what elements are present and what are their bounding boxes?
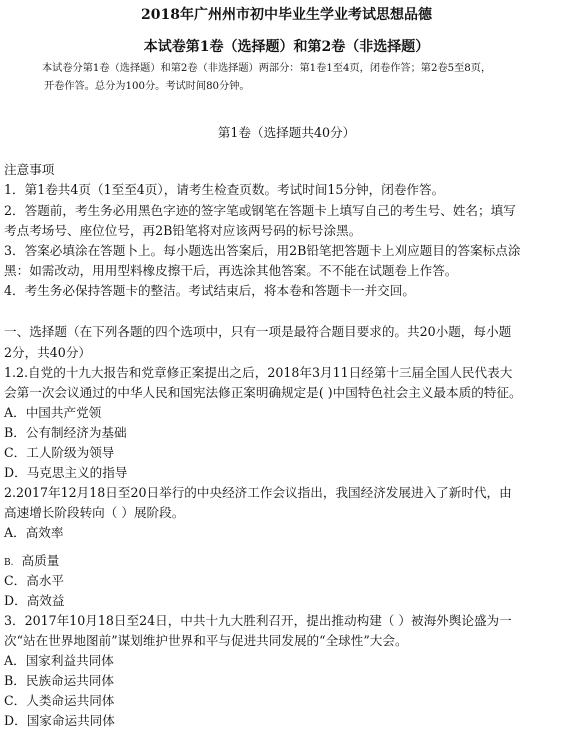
- document-subtitle: 本试卷第1卷（选择题）和第2卷（非选择题）: [143, 39, 430, 55]
- question-2-option-a: A．高效率: [4, 525, 64, 540]
- question-3-line-1: 3．2017年10月18日至24日，中共十九大胜利召开，提出推动构建（ ）被海外舆论盛为一: [4, 613, 512, 628]
- question-1-option-c: C．工人阶级为领导: [4, 445, 115, 460]
- part-heading-line-2: 2分，共40分）: [4, 345, 92, 360]
- question-1-option-d: D．马克思主义的指导: [4, 465, 128, 480]
- part-heading-line-1: 一、选择题（在下列各题的四个选项中，只有一项是最符合题目要求的。共20小题，每小题: [4, 324, 512, 339]
- question-2-option-d: D．高效益: [4, 593, 65, 608]
- section-heading: 第1卷（选择题共40分）: [217, 125, 356, 140]
- question-3-line-2: 次“站在世界地图前”谋划维护世界和平与促进共同发展的“全球性”大会。: [4, 633, 408, 648]
- option-b-text: 高质量: [21, 553, 60, 568]
- note-line: 3．答案必填涂在答题卜上。每小题选出答案后，用2B铅笔把答题卡上刈应题目的答案标点涂: [4, 243, 521, 258]
- question-3-option-d: D．国家命运共同体: [4, 713, 115, 728]
- notes-title: 注意事项: [4, 162, 55, 177]
- note-line: 考点考场号、座位位号，再2B铅笔将对应该两号码的标号涂黑。: [4, 223, 362, 238]
- question-1-line-1: 1.2.自党的十九大报告和党章修正案提出之后，2018年3月11日经第十三届全国人民代表大: [4, 365, 513, 380]
- question-1-option-b: B．公有制经济为基础: [4, 425, 127, 440]
- note-line: 2．答题前，考生务必用黑色字迹的签字笔或钢笔在答题卡上填写自己的考生号、姓名；填写: [4, 203, 516, 218]
- intro-line-2: 开卷作答。总分为100分。考试时间80分钟。: [44, 81, 250, 92]
- question-2-line-1: 2.2017年12月18日至20日举行的中央经济工作会议指出，我国经济发展进入了新时代，由: [4, 485, 512, 500]
- question-1-line-2: 会第一次会议通过的中华人民和国宪法修正案明确规定是( )中国特色社会主义最本质的特征。: [4, 385, 522, 400]
- question-1-option-a: A．中国共产党领: [4, 405, 102, 420]
- note-line: 1．第1卷共4页（1至至4页），请考生检查页数。考试时间15分钟，闭卷作答。: [4, 182, 445, 197]
- note-line: 黑：如需改动，用用型料橡皮擦干后，再选涂其他答案。不不能在试题卷上作答。: [4, 263, 458, 278]
- note-line: 4．考生务必保持答题卡的整洁。考试结束后，将本卷和答题卡一并交回。: [4, 283, 416, 298]
- question-3-option-c: C．人类命运共同体: [4, 693, 115, 708]
- document-title: 2018年广州州市初中毕业生学业考试思想品德: [141, 7, 432, 23]
- question-3-option-a: A．国家利益共同体: [4, 653, 114, 668]
- question-2-line-2: 高速增长阶段转向（ ）展阶段。: [4, 505, 185, 520]
- option-b-letter: B.: [4, 558, 14, 568]
- question-3-option-b: B．民族命运共同体: [4, 673, 115, 688]
- question-2-option-c: C．高水平: [4, 573, 65, 588]
- intro-line-1: 本试卷分第1卷（选择题）和第2卷（非选择题）两部分：第1卷1至4页，闭卷作答；第2卷5至8页，: [42, 63, 492, 74]
- question-2-option-b: [4, 553, 59, 571]
